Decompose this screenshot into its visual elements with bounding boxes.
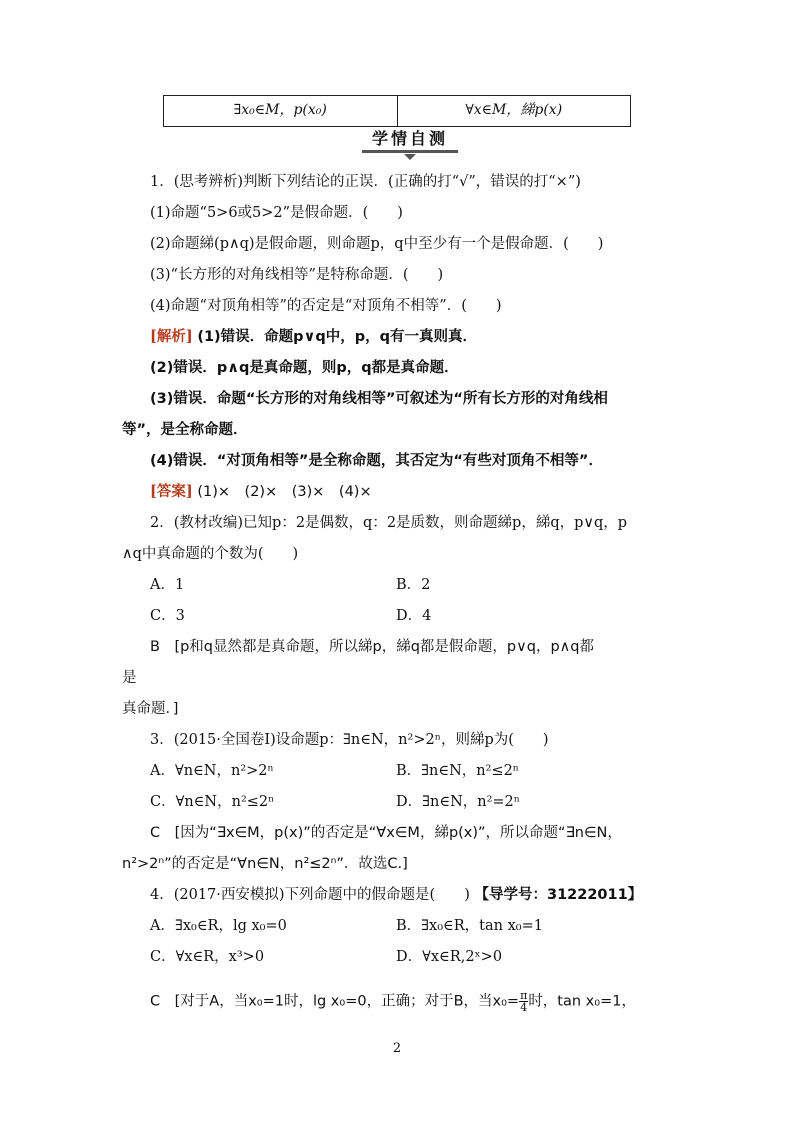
q1-item-2: (2)命题綈(p∧q)是假命题，则命题p，q中至少有一个是假命题．( ) [150,236,604,252]
q3-option-a: A．∀n∈N，n²>2ⁿ [150,763,274,779]
q3-stem: 3．(2015·全国卷Ⅰ)设命题p：∃n∈N，n²>2ⁿ，则綈p为( ) [150,732,549,748]
q1-item-4: (4)命题“对顶角相等”的否定是“对顶角不相等”．( ) [150,298,502,314]
q1-item-1: (1)命题“5>6或5>2”是假命题．( ) [150,205,403,221]
fraction-numerator: π [520,989,528,1002]
q4-solution-pre: C [对于A，当x₀=1时，lg x₀=0，正确；对于B，当x₀= [150,993,520,1010]
quantifier-table [163,95,631,127]
q4-option-c: C．∀x∈R，x³>0 [150,949,265,965]
section-title: 学情自测 [371,129,448,148]
q4-option-a: A．∃x₀∈R，lg x₀=0 [150,918,287,934]
table-cell-exists: ∃x₀∈M，p(x₀) [164,96,398,126]
q4-stem: 4．(2017·西安模拟)下列命题中的假命题是( ) [150,887,470,903]
q2-stem-1: 2．(教材改编)已知p：2是偶数，q：2是质数，则命题綈p，綈q，p∨q，p [150,515,628,531]
section-underline [362,150,458,153]
pi-over-4-fraction [519,990,528,1013]
q2-option-a: A．1 [150,577,185,593]
q1-answer: (1)× (2)× (3)× (4)× [197,484,372,500]
q4-stem-row [150,885,642,905]
page-number: 2 [392,1041,402,1056]
q3-option-b: B．∃n∈N，n²≤2ⁿ [396,763,520,779]
q3-option-c: C．∀n∈N，n²≤2ⁿ [150,794,275,810]
q2-solution-1: B [p和q显然都是真命题，所以綈p，綈q都是假命题，p∨q，p∧q都 [150,639,594,655]
q1-answer-row [150,482,372,502]
q2-option-d: D．4 [396,608,432,624]
q2-stem-2: ∧q中真命题的个数为( ) [122,546,299,562]
q4-ref-number: 【导学号：31222011】 [474,887,643,903]
q4-option-b: B．∃x₀∈R，tan x₀=1 [396,918,543,934]
table-cell-forall: ∀x∈M，綈p(x) [465,102,563,118]
fraction-denominator: 4 [520,1001,528,1014]
q2-option-c: C．3 [150,608,185,624]
q4-solution-row [150,990,636,1013]
q1-analysis-2: (2)错误．p∧q是真命题，则p，q都是真命题． [150,360,459,376]
analysis-tag: [解析] [150,328,193,345]
q1-item-3: (3)“长方形的对角线相等”是特称命题．( ) [150,267,444,283]
q2-solution-3: 真命题．] [122,701,179,717]
section-header [360,128,460,162]
q1-analysis-4: 等”，是全称命题． [122,422,248,438]
q3-solution-2: n²>2ⁿ”的否定是“∀n∈N，n²≤2ⁿ”．故选C.] [122,856,408,872]
q2-option-b: B．2 [396,577,431,593]
q4-option-d: D．∀x∈R,2ˣ>0 [396,949,503,965]
q3-option-d: D．∃n∈N，n²=2ⁿ [396,794,521,810]
q2-solution-2: 是 [122,670,137,686]
q1-analysis-row-1 [150,327,477,347]
q1-analysis-3: (3)错误．命题“长方形的对角线相等”可叙述为“所有长方形的对角线相 [150,391,608,407]
q1-analysis-1: (1)错误．命题p∨q中，p，q有一真则真． [197,329,477,345]
answer-tag: [答案] [150,483,193,500]
section-arrow-icon [404,154,416,160]
q1-stem: 1．(思考辨析)判断下列结论的正误．(正确的打“√”，错误的打“×”) [150,174,581,190]
q3-solution-1: C [因为“∃x∈M，p(x)”的否定是“∀x∈M，綈p(x)”，所以命题“∃n∈N， [150,825,622,841]
q1-analysis-5: (4)错误．“对顶角相等”是全称命题，其否定为“有些对顶角不相等”． [150,453,603,469]
q4-solution-post: 时，tan x₀=1， [528,993,636,1010]
